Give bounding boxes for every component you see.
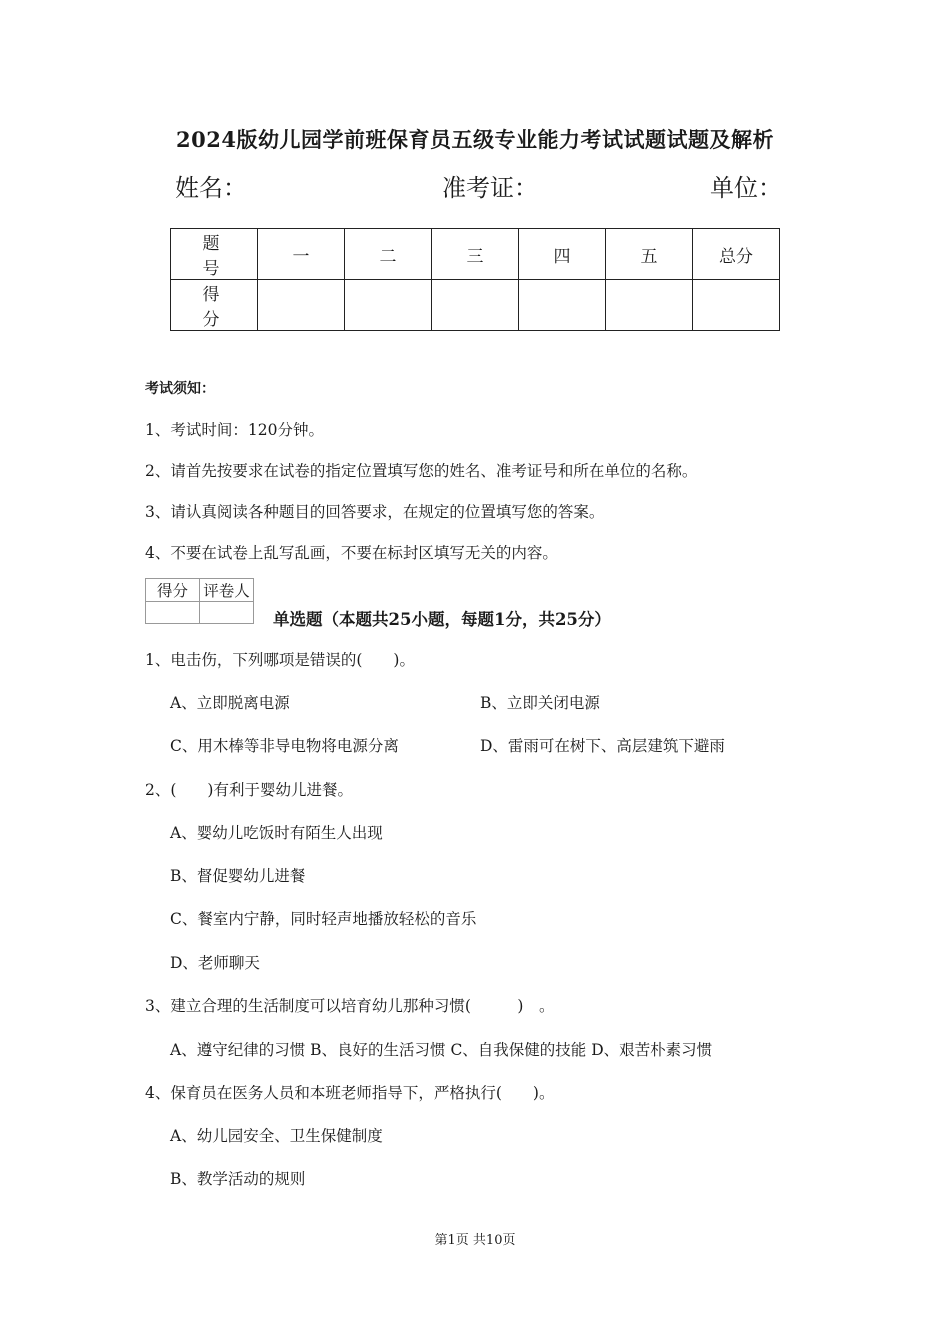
exam-number-field-label: 准考证： <box>442 174 538 202</box>
grader-reviewer-label: 评卷人 <box>200 579 254 602</box>
question-stem: 4、保育员在医务人员和本班老师指导下，严格执行( )。 <box>145 1084 555 1102</box>
document-title: 2024版幼儿园学前班保育员五级专业能力考试试题试题及解析 <box>176 127 774 152</box>
score-cell <box>606 280 693 331</box>
score-header-cell: 三 <box>432 229 519 280</box>
grader-score-cell <box>146 602 200 624</box>
grader-box <box>145 578 254 624</box>
score-cell <box>432 280 519 331</box>
unit-field-label: 单位： <box>710 174 782 202</box>
score-cell <box>258 280 345 331</box>
question-option: B、督促婴幼儿进餐 <box>170 867 306 885</box>
question-stem: 2、( )有利于婴幼儿进餐。 <box>145 781 353 799</box>
question-stem: 3、建立合理的生活制度可以培育幼儿那种习惯( ) 。 <box>145 997 555 1015</box>
question-option: A、遵守纪律的习惯 B、良好的生活习惯 C、自我保健的技能 D、艰苦朴素习惯 <box>170 1041 713 1059</box>
question-option: B、立即关闭电源 <box>480 694 600 712</box>
question-option: B、教学活动的规则 <box>170 1170 306 1188</box>
notice-item: 1、考试时间：120分钟。 <box>145 421 324 439</box>
section-title: 单选题（本题共25小题，每题1分，共25分） <box>273 610 611 629</box>
notice-title: 考试须知： <box>145 381 215 397</box>
question-option: C、用木棒等非导电物将电源分离 <box>170 737 399 755</box>
score-cell <box>519 280 606 331</box>
score-header-cell: 五 <box>606 229 693 280</box>
question-option: D、雷雨可在树下、高层建筑下避雨 <box>480 737 725 755</box>
question-option: C、餐室内宁静，同时轻声地播放轻松的音乐 <box>170 910 477 928</box>
score-header-cell: 四 <box>519 229 606 280</box>
grader-reviewer-cell <box>200 602 254 624</box>
score-table <box>170 228 780 331</box>
notice-item: 3、请认真阅读各种题目的回答要求，在规定的位置填写您的答案。 <box>145 503 605 521</box>
score-header-cell: 一 <box>258 229 345 280</box>
grader-score-label: 得分 <box>146 579 200 602</box>
score-row-label: 得 分 <box>171 280 258 331</box>
question-option: A、婴幼儿吃饭时有陌生人出现 <box>170 824 383 842</box>
name-field-label: 姓名： <box>175 174 247 202</box>
score-header-label: 题 号 <box>171 229 258 280</box>
notice-item: 2、请首先按要求在试卷的指定位置填写您的姓名、准考证号和所在单位的名称。 <box>145 462 698 480</box>
score-table-header-row <box>171 229 780 280</box>
score-header-cell: 二 <box>345 229 432 280</box>
score-header-total: 总分 <box>693 229 780 280</box>
page-footer: 第1页 共10页 <box>434 1233 516 1248</box>
question-stem: 1、电击伤，下列哪项是错误的( )。 <box>145 651 415 669</box>
score-cell <box>693 280 780 331</box>
score-cell <box>345 280 432 331</box>
question-option: A、幼儿园安全、卫生保健制度 <box>170 1127 383 1145</box>
question-option: D、老师聊天 <box>170 954 260 972</box>
notice-item: 4、不要在试卷上乱写乱画，不要在标封区填写无关的内容。 <box>145 544 558 562</box>
score-table-score-row <box>171 280 780 331</box>
question-option: A、立即脱离电源 <box>170 694 290 712</box>
